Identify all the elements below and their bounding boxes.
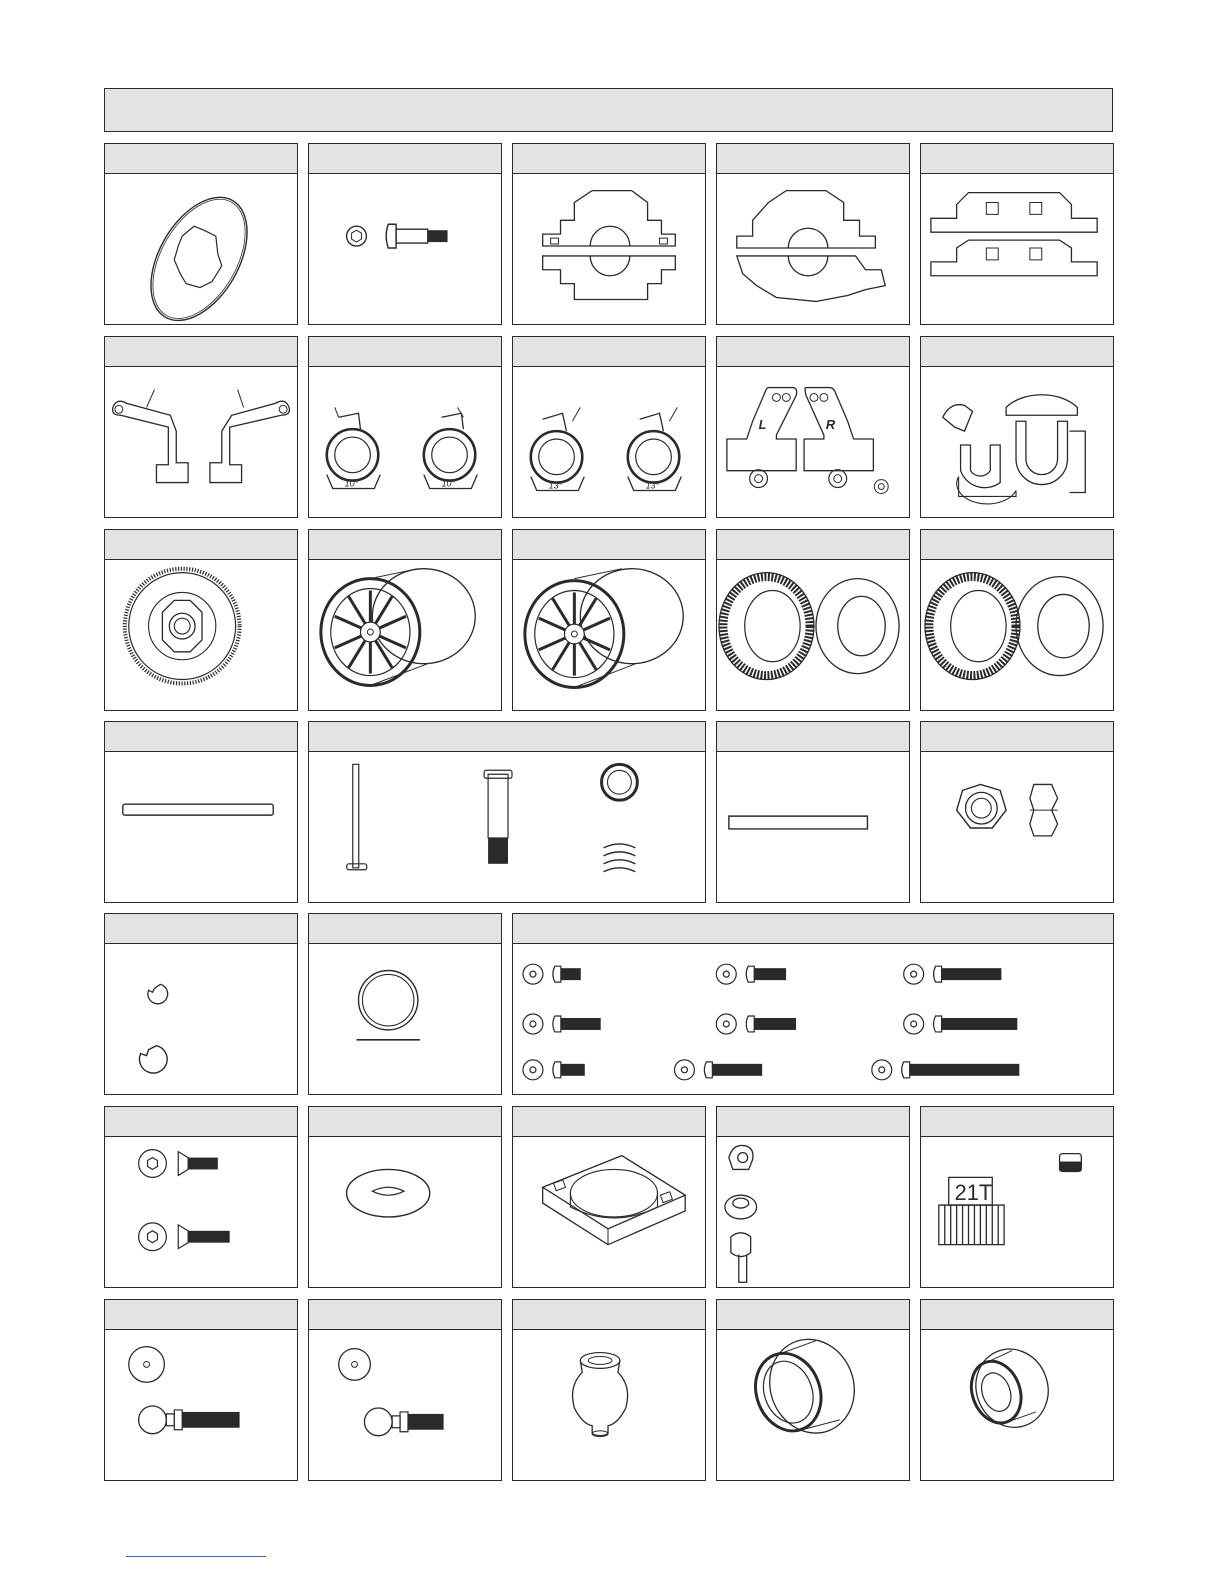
parts-row-3 — [104, 529, 1114, 711]
part-cell-header — [513, 1107, 705, 1137]
part-cell-header — [717, 144, 909, 174]
part-cell-header — [921, 337, 1113, 367]
part-cell-header — [105, 1107, 297, 1137]
hinge-pin-short-drawing — [717, 752, 909, 902]
ball-stud-short-drawing — [309, 1330, 501, 1480]
e-clips-drawing — [105, 944, 297, 1094]
hub-right-label: R — [825, 417, 836, 433]
part-cell-header — [921, 1300, 1113, 1330]
part-cell-header — [309, 1300, 501, 1330]
rear-wheel-drawing — [513, 560, 705, 710]
bearing-small-drawing — [921, 1330, 1113, 1480]
part-cell-spur-gear — [104, 529, 298, 711]
part-cell-bearing-large — [716, 1299, 910, 1481]
part-cell-lock-nut — [920, 721, 1114, 903]
part-cell-rear-hub-carrier — [716, 336, 910, 518]
part-cell-header — [513, 1300, 705, 1330]
rear-tire-drawing — [921, 560, 1113, 710]
steering-knuckle-drawing — [105, 367, 297, 517]
parts-row-4 — [104, 721, 1114, 903]
parts-row-5 — [104, 913, 1114, 1095]
part-cell-header — [717, 530, 909, 560]
footer-rule — [126, 1556, 266, 1557]
parts-row-6 — [104, 1106, 1114, 1288]
parts-row-1 — [104, 143, 1114, 325]
rear-hub-carrier-drawing — [717, 367, 909, 517]
part-cell-header — [105, 1300, 297, 1330]
part-cell-header — [921, 144, 1113, 174]
part-cell-header — [309, 144, 501, 174]
part-cell-rear-gearbox — [716, 143, 910, 325]
part-cell-header — [309, 914, 501, 944]
part-cell-header — [513, 144, 705, 174]
part-cell-hinge-pin-short — [716, 721, 910, 903]
pivot-ball-drawing — [513, 1330, 705, 1480]
part-cell-e-clips — [104, 913, 298, 1095]
part-cell-header — [105, 337, 297, 367]
part-cell-header — [921, 722, 1113, 752]
part-cell-header — [717, 1107, 909, 1137]
part-cell-header — [717, 722, 909, 752]
carrier-13-left-label: 13° — [548, 480, 563, 491]
part-cell-header — [105, 530, 297, 560]
spur-gear-drawing — [105, 560, 297, 710]
part-cell-header — [309, 337, 501, 367]
part-cell-o-ring — [308, 913, 502, 1095]
slipper-pad-drawing — [105, 174, 297, 324]
part-cell-header — [717, 337, 909, 367]
bulkhead-drawing — [921, 174, 1113, 324]
front-tire-drawing — [717, 560, 909, 710]
part-cell-screw-assortment — [512, 913, 1114, 1095]
carrier-10-drawing — [309, 367, 501, 517]
part-cell-carrier-13 — [512, 336, 706, 518]
part-cell-header — [921, 1107, 1113, 1137]
carrier-10-right-label: 10° — [441, 478, 456, 489]
part-cell-flat-head-screws — [104, 1106, 298, 1288]
part-cell-header — [513, 914, 1113, 944]
parts-row-2 — [104, 336, 1114, 518]
part-cell-carrier-10 — [308, 336, 502, 518]
pinion-gear-label: 21T — [954, 1180, 993, 1206]
part-cell-front-gearbox — [512, 143, 706, 325]
parts-row-7 — [104, 1299, 1114, 1481]
part-cell-header — [105, 722, 297, 752]
carrier-10-left-label: 10° — [344, 478, 359, 489]
part-cell-pivot-ball — [512, 1299, 706, 1481]
front-gearbox-drawing — [513, 174, 705, 324]
part-cell-diff-case — [920, 336, 1114, 518]
ball-stud-long-drawing — [105, 1330, 297, 1480]
part-cell-header — [513, 337, 705, 367]
part-cell-front-tire — [716, 529, 910, 711]
lock-nut-drawing — [921, 752, 1113, 902]
shock-parts-drawing — [309, 752, 705, 902]
fan-shroud-drawing — [513, 1137, 705, 1287]
part-cell-bearing-small — [920, 1299, 1114, 1481]
diff-o-ring-drawing — [309, 1137, 501, 1287]
part-cell-header — [309, 530, 501, 560]
part-cell-ball-stud-long — [104, 1299, 298, 1481]
part-cell-shock-ends — [716, 1106, 910, 1288]
hub-left-label: L — [758, 417, 767, 433]
pinion-gear-drawing — [921, 1137, 1113, 1287]
part-cell-header — [309, 722, 705, 752]
part-cell-front-wheel — [308, 529, 502, 711]
carrier-13-right-label: 13° — [645, 480, 660, 491]
part-cell-hinge-pin-long — [104, 721, 298, 903]
part-cell-header — [513, 530, 705, 560]
part-cell-header — [717, 1300, 909, 1330]
part-cell-steering-knuckle — [104, 336, 298, 518]
part-cell-shock-parts — [308, 721, 706, 903]
shock-ends-drawing — [717, 1137, 909, 1287]
diff-case-drawing — [921, 367, 1113, 517]
part-cell-bulkhead — [920, 143, 1114, 325]
part-cell-header — [921, 530, 1113, 560]
screw-assortment-drawing — [513, 944, 1113, 1094]
part-cell-diff-o-ring — [308, 1106, 502, 1288]
shoulder-screw-drawing — [309, 174, 501, 324]
o-ring-drawing — [309, 944, 501, 1094]
carrier-13-drawing — [513, 367, 705, 517]
rear-gearbox-drawing — [717, 174, 909, 324]
part-cell-slipper-pad — [104, 143, 298, 325]
part-cell-header — [105, 914, 297, 944]
part-cell-rear-tire — [920, 529, 1114, 711]
hinge-pin-long-drawing — [105, 752, 297, 902]
part-cell-fan-shroud — [512, 1106, 706, 1288]
page-header-bar — [104, 88, 1113, 132]
part-cell-ball-stud-short — [308, 1299, 502, 1481]
part-cell-pinion-gear — [920, 1106, 1114, 1288]
part-cell-shoulder-screw — [308, 143, 502, 325]
front-wheel-drawing — [309, 560, 501, 710]
part-cell-header — [309, 1107, 501, 1137]
part-cell-header — [105, 144, 297, 174]
flat-head-screws-drawing — [105, 1137, 297, 1287]
part-cell-rear-wheel — [512, 529, 706, 711]
bearing-large-drawing — [717, 1330, 909, 1480]
